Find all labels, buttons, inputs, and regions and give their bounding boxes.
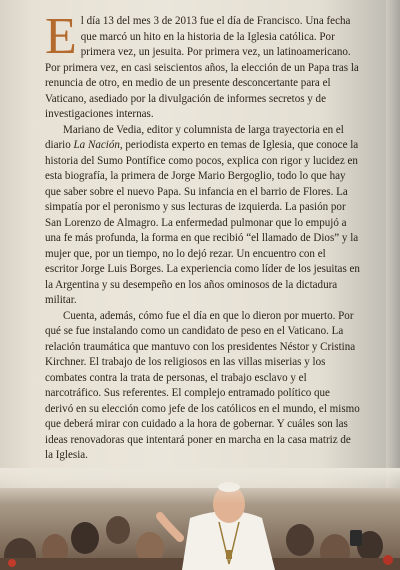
blurb-paragraph-3: Cuenta, además, cómo fue el día en que lo dieron por muerto. Por qué se fue instalando como un candidato de peso en el Vaticano. La relación traumática que mantuvo con los presidentes Néstor y Cristina Kirchner. El trabajo de los religiosos en las villas miserias y los combates contra la trata de personas, el trabajo esclavo y el narcotráfico. Sus referentes. El complejo entramado político que derivó en su elección como jefe de los católicos en el mundo, el mismo que deberá mirar con cuidado a la hora de gobernar. Y cuáles son las ideas renovadoras que intentará poner en marcha en la casa matriz de la Iglesia. — [45, 309, 360, 461]
blurb-paragraph-2 — [45, 123, 360, 309]
photo-fade — [0, 468, 400, 570]
paragraph-2-before-italic: Mariano de Vedia, editor y columnista de larga trayectoria en el diario — [45, 123, 344, 151]
paragraph-2-after-italic: , periodista experto en temas de Iglesia, que conoce la historia del Sumo Pontífice como pocos, explica con rigor y lucidez en esta biografía, la primera de Jorge Mario Bergoglio, todo lo que hay que saber sobre el nuevo Papa. Su infancia en el barrio de Flores. La simpatía por el peronismo y sus lecturas de izquierda. La pasión por San Lorenzo de Almagro. La enfermedad pulmonar que lo empujó a una fe más profunda, la forma en que recibió “el llamado de Dios” y la mujer que, por un tiempo, no lo dejó rezar. Un encuentro con el escritor Jorge Luis Borges. La experiencia como líder de los jesuitas en la Argentina y su desempeño en los años ominosos de la dictadura militar. — [45, 139, 360, 306]
crowd-illustration — [0, 468, 400, 570]
pope-crowd-photo — [0, 468, 400, 570]
paragraph-1-body: fecha que marcó un hito en la historia de la Iglesia católica. Por primera vez, un jesuita. Por primera vez, un latinoamericano. Por primera vez, en casi seiscientos años, la elección de un Papa tras la renuncia de otro, en medio de un presente desconcertante para el Vaticano, asediado por la divulgación de informes secretos y de investigaciones internas. — [45, 15, 359, 120]
drop-cap-letter: E — [45, 8, 77, 65]
paragraph-1-first-line: l día 13 del mes 3 de 2013 fue el día de Francisco. Una — [80, 15, 324, 27]
blurb-paragraph-1 — [45, 8, 360, 123]
cover-blurb — [45, 8, 360, 464]
newspaper-title: La Nación — [73, 139, 120, 151]
